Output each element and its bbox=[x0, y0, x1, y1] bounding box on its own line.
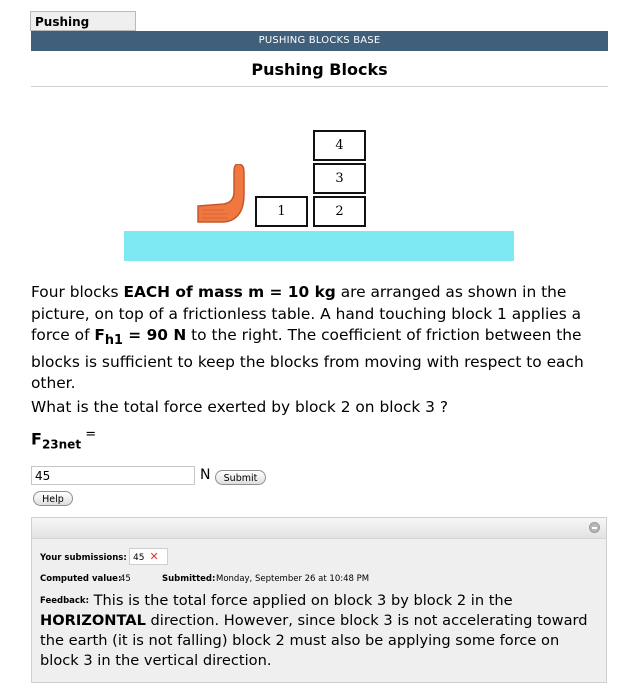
submit-button[interactable]: Submit bbox=[215, 470, 266, 485]
frictionless-table bbox=[124, 231, 514, 261]
block-2: 2 bbox=[313, 196, 366, 227]
block-1: 1 bbox=[255, 196, 308, 227]
question-text: What is the total force exerted by block 2 on block 3 ? bbox=[31, 398, 449, 416]
block-3: 3 bbox=[313, 163, 366, 194]
tab-pushing-blocks[interactable]: Pushing bbox=[30, 11, 136, 31]
blocks-figure bbox=[120, 128, 520, 268]
var-equals: = bbox=[81, 427, 97, 442]
computed-value: 45 bbox=[120, 574, 131, 584]
feedback-text-1: This is the total force applied on block 3 by block 2 in the bbox=[89, 592, 513, 609]
unit-label: N bbox=[200, 467, 211, 483]
submitted-label: Submitted: bbox=[162, 574, 216, 584]
feedback-text bbox=[40, 591, 596, 671]
force-symbol: F bbox=[94, 326, 105, 344]
page-title: Pushing Blocks bbox=[251, 60, 388, 79]
hand-icon bbox=[194, 164, 254, 224]
collapse-icon[interactable] bbox=[589, 522, 600, 533]
var-symbol: F bbox=[31, 429, 42, 449]
divider bbox=[31, 86, 608, 87]
problem-text-2: are arranged as shown in the picture, on top of a frictionless table. A hand touching block 1 applies a force of bbox=[31, 283, 582, 344]
panel-header bbox=[32, 518, 606, 539]
incorrect-icon: ✕ bbox=[149, 550, 159, 563]
answer-input[interactable]: 45 bbox=[31, 466, 195, 485]
submitted-timestamp: Monday, September 26 at 10:48 PM bbox=[216, 574, 370, 584]
problem-text-1: Four blocks bbox=[31, 283, 124, 301]
feedback-label: Feedback: bbox=[40, 596, 89, 606]
submission-panel bbox=[31, 517, 607, 683]
force-subscript: h1 bbox=[104, 333, 123, 349]
var-subscript: 23net bbox=[41, 437, 82, 452]
your-submissions-label: Your submissions: bbox=[40, 553, 127, 563]
force-value: = 90 N bbox=[122, 326, 187, 344]
answer-variable bbox=[31, 427, 96, 452]
block-4: 4 bbox=[313, 130, 366, 161]
help-button[interactable]: Help bbox=[33, 491, 73, 506]
submission-value-box bbox=[129, 548, 168, 565]
computed-value-label: Computed value: bbox=[40, 574, 122, 584]
header-bar: PUSHING BLOCKS BASE bbox=[31, 31, 608, 51]
problem-mass: EACH of mass m = 10 kg bbox=[123, 283, 336, 301]
feedback-text-2: direction. However, since block 3 is not accelerating toward the earth (it is not falling) block 2 must also be applying some force on block 3 in the vertical direction. bbox=[40, 612, 588, 669]
problem-text-3: to the right. The coefficient of friction between the blocks is sufficient to keep the blocks from moving with respect to each other. bbox=[31, 326, 584, 393]
problem-statement bbox=[31, 282, 607, 395]
feedback-horizontal: HORIZONTAL bbox=[40, 612, 146, 629]
submission-value: 45 bbox=[133, 553, 145, 563]
